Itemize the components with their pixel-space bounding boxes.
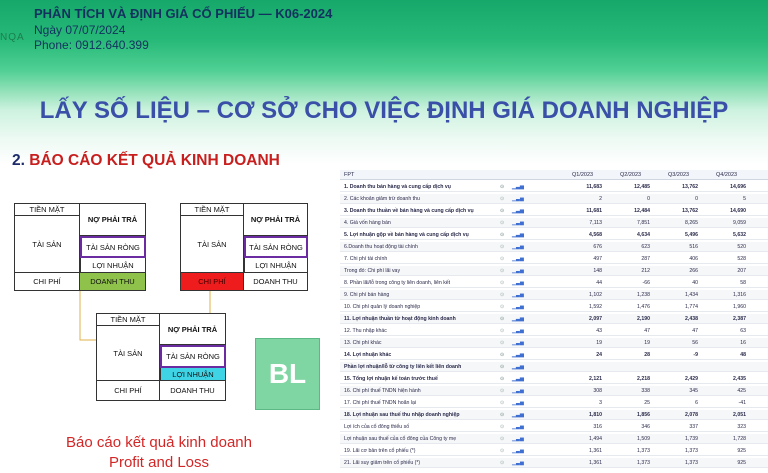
- header-title: PHÂN TÍCH VÀ ĐỊNH GIÁ CỔ PHIẾU — K06-2024: [34, 6, 333, 21]
- bar-chart-icon[interactable]: ▁▃▅: [512, 267, 524, 274]
- chi-phi-cell: CHI PHÍ: [96, 381, 160, 401]
- row-value: 19: [644, 339, 650, 346]
- row-value: 25: [644, 399, 650, 406]
- info-icon[interactable]: ⊙: [500, 435, 505, 442]
- section-label: BÁO CÁO KẾT QUẢ KINH DOANH: [29, 152, 280, 169]
- table-row[interactable]: [340, 326, 768, 336]
- row-value: 1,434: [685, 291, 698, 298]
- row-value: 623: [641, 243, 650, 250]
- row-value: 0: [695, 195, 698, 202]
- header-phone: Phone: 0912.640.399: [34, 38, 149, 52]
- table-row[interactable]: [340, 290, 768, 300]
- row-value: 425: [737, 387, 746, 394]
- bar-chart-icon[interactable]: ▁▃▅: [512, 243, 524, 250]
- info-icon[interactable]: ⊙: [500, 339, 505, 346]
- row-value: 2,097: [589, 315, 602, 322]
- row-value: 63: [740, 327, 746, 334]
- row-label: 11. Lợi nhuận thuần từ hoạt động kinh doanh: [344, 315, 456, 322]
- row-value: 266: [689, 267, 698, 274]
- row-value: 8,265: [685, 219, 698, 226]
- row-value: 11,683: [586, 183, 602, 190]
- row-label: 18. Lợi nhuận sau thuế thu nhập doanh nghiệp: [344, 411, 460, 418]
- loi-nhuan-cell: LỢI NHUẬN: [160, 368, 226, 381]
- info-icon[interactable]: ⊙: [500, 375, 505, 382]
- bar-chart-icon[interactable]: ▁▃▅: [512, 411, 524, 418]
- row-value: 345: [689, 387, 698, 394]
- table-row[interactable]: [340, 302, 768, 312]
- table-row[interactable]: [340, 182, 768, 192]
- table-row[interactable]: [340, 242, 768, 252]
- row-value: 148: [593, 267, 602, 274]
- row-value: 3: [599, 399, 602, 406]
- tien-mat-cell: TIỀN MẶT: [14, 203, 80, 216]
- income-statement-table: [340, 170, 768, 473]
- row-label: 1. Doanh thu bán hàng và cung cấp dịch vụ: [344, 183, 451, 190]
- row-value: 287: [641, 255, 650, 262]
- bar-chart-icon[interactable]: ▁▃▅: [512, 423, 524, 430]
- bar-chart-icon[interactable]: ▁▃▅: [512, 219, 524, 226]
- info-icon[interactable]: ⊙: [500, 459, 505, 466]
- caption-vi: Báo cáo kết quả kinh doanh: [66, 434, 252, 451]
- table-row[interactable]: [340, 194, 768, 204]
- row-value: 1,102: [589, 291, 602, 298]
- row-value: 4,568: [589, 231, 602, 238]
- row-value: 1,960: [733, 303, 746, 310]
- col-header[interactable]: Q1/2023: [572, 171, 594, 178]
- row-value: 14,696: [730, 183, 746, 190]
- row-value: -9: [693, 351, 698, 358]
- info-icon[interactable]: ⊙: [500, 399, 505, 406]
- no-phai-tra-cell: NỢ PHẢI TRẢ: [80, 203, 146, 236]
- row-label: 17. Chi phí thuế TNDN hoãn lại: [344, 399, 416, 406]
- info-icon[interactable]: ⊙: [500, 207, 505, 214]
- info-icon[interactable]: ⊙: [500, 291, 505, 298]
- info-icon[interactable]: ⊙: [500, 387, 505, 394]
- caption-en: Profit and Loss: [108, 454, 210, 471]
- bar-chart-icon[interactable]: ▁▃▅: [512, 291, 524, 298]
- tai-san-cell: TÀI SẢN: [180, 216, 244, 273]
- doanh-thu-cell: DOANH THU: [244, 273, 308, 291]
- row-label: 4. Giá vốn hàng bán: [344, 219, 391, 226]
- info-icon[interactable]: ⊙: [500, 303, 505, 310]
- table-row[interactable]: [340, 230, 768, 240]
- table-row[interactable]: [340, 458, 768, 468]
- bar-chart-icon[interactable]: ▁▃▅: [512, 447, 524, 454]
- info-icon[interactable]: ⊙: [500, 267, 505, 274]
- row-value: 2,429: [685, 375, 698, 382]
- info-icon[interactable]: ⊙: [500, 411, 505, 418]
- row-label: 19. Lãi cơ bản trên cổ phiếu (*): [344, 447, 416, 454]
- bar-chart-icon[interactable]: ▁▃▅: [512, 279, 524, 286]
- row-value: 5: [743, 195, 746, 202]
- row-value: 2,051: [733, 411, 746, 418]
- row-value: 2,121: [589, 375, 602, 382]
- row-value: 925: [737, 459, 746, 466]
- bar-chart-icon[interactable]: ▁▃▅: [512, 195, 524, 202]
- row-value: 5,496: [685, 231, 698, 238]
- row-value: 2: [599, 195, 602, 202]
- table-row[interactable]: [340, 266, 768, 276]
- row-value: 323: [737, 423, 746, 430]
- doanh-thu-cell: DOANH THU: [160, 381, 226, 401]
- row-value: 316: [593, 423, 602, 430]
- row-value: 207: [737, 267, 746, 274]
- row-value: 47: [692, 327, 698, 334]
- bar-chart-icon[interactable]: ▁▃▅: [512, 363, 524, 370]
- table-row[interactable]: [340, 446, 768, 456]
- loi-nhuan-cell: LỢI NHUẬN: [244, 258, 308, 273]
- no-phai-tra-cell: NỢ PHẢI TRẢ: [244, 203, 308, 236]
- row-value: 406: [689, 255, 698, 262]
- row-value: 0: [647, 195, 650, 202]
- row-value: 1,373: [637, 459, 650, 466]
- row-value: -41: [738, 399, 746, 406]
- row-value: 212: [641, 267, 650, 274]
- info-icon[interactable]: ⊙: [500, 255, 505, 262]
- row-value: 1,373: [685, 447, 698, 454]
- logo: NQA: [0, 32, 25, 43]
- row-label: 3. Doanh thu thuần về bán hàng và cung cấp dịch vụ: [344, 207, 474, 214]
- slide-title: LẤY SỐ LIỆU – CƠ SỞ CHO VIỆC ĐỊNH GIÁ DOANH NGHIỆP: [39, 97, 729, 124]
- row-value: 308: [593, 387, 602, 394]
- row-value: 48: [740, 351, 746, 358]
- row-value: 43: [596, 327, 602, 334]
- row-value: 2,078: [685, 411, 698, 418]
- row-value: 24: [596, 351, 602, 358]
- row-label: 9. Chi phí bán hàng: [344, 291, 390, 298]
- row-value: 13,762: [682, 183, 698, 190]
- row-value: 4,634: [637, 231, 650, 238]
- info-icon[interactable]: ⊙: [500, 447, 505, 454]
- table-row[interactable]: [340, 410, 768, 420]
- row-value: 497: [593, 255, 602, 262]
- bar-chart-icon[interactable]: ▁▃▅: [512, 459, 524, 466]
- chi-phi-cell: CHI PHÍ: [14, 273, 80, 291]
- ticker-label: FPT: [344, 171, 355, 178]
- row-label: 10. Chi phí quản lý doanh nghiệp: [344, 303, 421, 310]
- tai-san-cell: TÀI SẢN: [96, 326, 160, 381]
- row-value: 16: [740, 339, 746, 346]
- table-row[interactable]: [340, 338, 768, 348]
- row-label: 15. Tổng lợi nhuận kế toán trước thuế: [344, 375, 438, 382]
- info-icon[interactable]: ⊙: [500, 219, 505, 226]
- row-label: 6.Doanh thu hoạt động tài chính: [344, 243, 418, 250]
- row-label: 16. Chi phí thuế TNDN hiện hành: [344, 387, 421, 394]
- bar-chart-icon[interactable]: ▁▃▅: [512, 315, 524, 322]
- col-header[interactable]: Q2/2023: [620, 171, 642, 178]
- row-value: 2,387: [733, 315, 746, 322]
- table-row[interactable]: [340, 386, 768, 396]
- row-value: 58: [740, 279, 746, 286]
- row-value: 1,494: [589, 435, 602, 442]
- no-phai-tra-cell: NỢ PHẢI TRẢ: [160, 313, 226, 345]
- col-header[interactable]: Q4/2023: [716, 171, 738, 178]
- table-row[interactable]: [340, 206, 768, 216]
- row-value: 14,690: [730, 207, 746, 214]
- row-label: Phần lợi nhuận/lỗ từ công ty liên kết liên doanh: [344, 363, 462, 370]
- info-icon[interactable]: ⊙: [500, 243, 505, 250]
- row-label: 8. Phần lãi/lỗ trong công ty liên doanh, liên kết: [344, 279, 451, 286]
- bar-chart-icon[interactable]: ▁▃▅: [512, 303, 524, 310]
- table-row[interactable]: [340, 374, 768, 384]
- row-value: 1,810: [589, 411, 602, 418]
- info-icon[interactable]: ⊙: [500, 423, 505, 430]
- table-header: [340, 170, 768, 180]
- header-date: Ngày 07/07/2024: [34, 23, 126, 37]
- table-row[interactable]: [340, 398, 768, 408]
- bar-chart-icon[interactable]: ▁▃▅: [512, 207, 524, 214]
- doanh-thu-cell: DOANH THU: [80, 273, 146, 291]
- row-value: 1,728: [733, 435, 746, 442]
- table-row[interactable]: [340, 350, 768, 360]
- row-value: 1,373: [637, 447, 650, 454]
- row-value: 1,774: [685, 303, 698, 310]
- info-icon[interactable]: ⊙: [500, 315, 505, 322]
- loi-nhuan-cell: LỢI NHUẬN: [80, 258, 146, 273]
- table-row[interactable]: [340, 314, 768, 324]
- info-icon[interactable]: ⊙: [500, 279, 505, 286]
- bar-chart-icon[interactable]: ▁▃▅: [512, 435, 524, 442]
- row-value: 40: [692, 279, 698, 286]
- row-value: 528: [737, 255, 746, 262]
- row-value: 11,681: [586, 207, 602, 214]
- row-value: 1,476: [637, 303, 650, 310]
- info-icon[interactable]: ⊙: [500, 327, 505, 334]
- col-header[interactable]: Q3/2023: [668, 171, 690, 178]
- row-value: 12,485: [634, 183, 650, 190]
- row-value: 1,739: [685, 435, 698, 442]
- row-value: 19: [596, 339, 602, 346]
- row-value: 56: [692, 339, 698, 346]
- info-icon[interactable]: ⊙: [500, 231, 505, 238]
- row-value: 925: [737, 447, 746, 454]
- row-value: 28: [644, 351, 650, 358]
- row-value: -66: [642, 279, 650, 286]
- tai-san-rong-cell: TÀI SẢN RÒNG: [80, 236, 146, 258]
- row-value: 1,361: [589, 459, 602, 466]
- row-value: 1,316: [733, 291, 746, 298]
- row-value: 13,762: [682, 207, 698, 214]
- row-value: 676: [593, 243, 602, 250]
- row-value: 6: [695, 399, 698, 406]
- row-value: 47: [644, 327, 650, 334]
- row-value: 1,856: [637, 411, 650, 418]
- row-value: 2,438: [685, 315, 698, 322]
- row-label: Lợi nhuận sau thuế của cổ đông của Công ty mẹ: [344, 435, 457, 442]
- table-row[interactable]: [340, 362, 768, 372]
- row-value: 12,484: [634, 207, 650, 214]
- row-label: Lợi ích của cổ đông thiểu số: [344, 423, 410, 430]
- row-value: 338: [641, 387, 650, 394]
- bar-chart-icon[interactable]: ▁▃▅: [512, 183, 524, 190]
- row-value: 1,592: [589, 303, 602, 310]
- row-value: 1,238: [637, 291, 650, 298]
- row-value: 1,373: [685, 459, 698, 466]
- bar-chart-icon[interactable]: ▁▃▅: [512, 387, 524, 394]
- bar-chart-icon[interactable]: ▁▃▅: [512, 399, 524, 406]
- tai-san-cell: TÀI SẢN: [14, 216, 80, 273]
- bar-chart-icon[interactable]: ▁▃▅: [512, 231, 524, 238]
- row-value: 2,190: [637, 315, 650, 322]
- tien-mat-cell: TIỀN MẶT: [96, 313, 160, 326]
- row-value: 1,361: [589, 447, 602, 454]
- tien-mat-cell: TIỀN MẶT: [180, 203, 244, 216]
- table-row[interactable]: [340, 434, 768, 444]
- row-label: 12. Thu nhập khác: [344, 327, 387, 334]
- info-icon[interactable]: ⊙: [500, 351, 505, 358]
- row-label: 13. Chi phí khác: [344, 339, 382, 346]
- bar-chart-icon[interactable]: ▁▃▅: [512, 327, 524, 334]
- table-row[interactable]: [340, 218, 768, 228]
- chi-phi-cell: CHI PHÍ: [180, 273, 244, 291]
- row-value: 9,059: [733, 219, 746, 226]
- bl-badge: BL: [255, 338, 320, 410]
- info-icon[interactable]: ⊙: [500, 195, 505, 202]
- info-icon[interactable]: ⊙: [500, 363, 505, 370]
- row-label: 7. Chi phí tài chính: [344, 255, 388, 262]
- bar-chart-icon[interactable]: ▁▃▅: [512, 375, 524, 382]
- table-row[interactable]: [340, 422, 768, 432]
- row-label: 2. Các khoản giảm trừ doanh thu: [344, 195, 420, 202]
- row-label: Trong đó: Chi phí lãi vay: [344, 267, 401, 274]
- row-value: 5,632: [733, 231, 746, 238]
- row-value: 7,851: [637, 219, 650, 226]
- table-row[interactable]: [340, 254, 768, 264]
- tai-san-rong-cell: TÀI SẢN RÒNG: [160, 345, 226, 368]
- row-label: 5. Lợi nhuận gộp về bán hàng và cung cấp dịch vụ: [344, 231, 469, 238]
- tai-san-rong-cell: TÀI SẢN RÒNG: [244, 236, 308, 258]
- row-value: 520: [737, 243, 746, 250]
- section-number: 2.: [12, 152, 25, 169]
- row-value: 7,113: [589, 219, 602, 226]
- row-value: 2,218: [637, 375, 650, 382]
- bar-chart-icon[interactable]: ▁▃▅: [512, 351, 524, 358]
- bar-chart-icon[interactable]: ▁▃▅: [512, 255, 524, 262]
- row-value: 1,509: [637, 435, 650, 442]
- row-value: 44: [596, 279, 602, 286]
- row-value: 346: [641, 423, 650, 430]
- bar-chart-icon[interactable]: ▁▃▅: [512, 339, 524, 346]
- table-row[interactable]: [340, 278, 768, 288]
- row-label: 21. Lãi suy giảm trên cổ phiếu (*): [344, 459, 421, 466]
- info-icon[interactable]: ⊙: [500, 183, 505, 190]
- row-value: 337: [689, 423, 698, 430]
- row-label: 14. Lợi nhuận khác: [344, 351, 392, 358]
- row-value: 2,435: [733, 375, 746, 382]
- row-value: 516: [689, 243, 698, 250]
